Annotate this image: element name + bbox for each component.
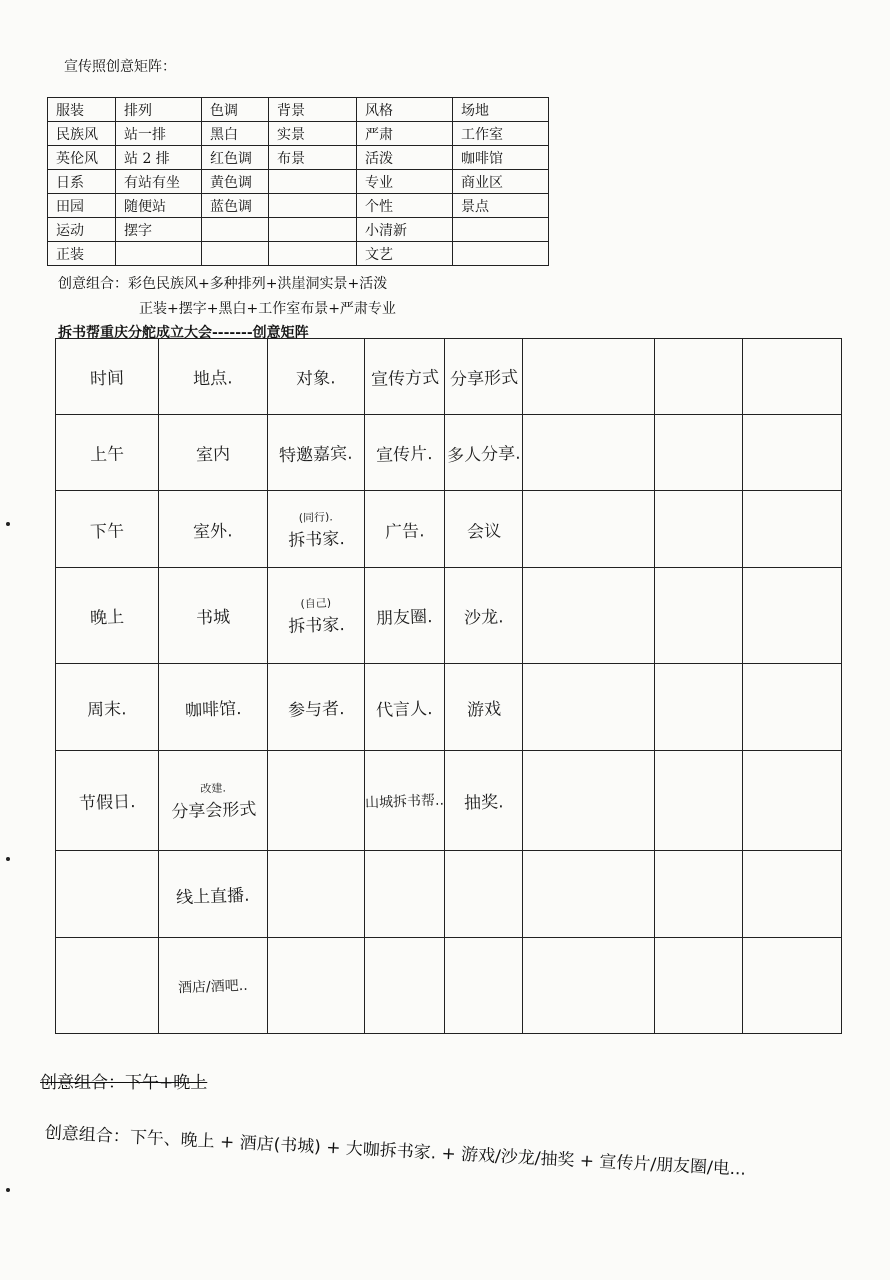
- grid-cell: [743, 415, 842, 491]
- handwritten-text: [449, 363, 518, 390]
- matrix-cell: 色调: [202, 98, 269, 122]
- struck-combo-note: 创意组合：下午+晚上: [40, 1073, 208, 1093]
- matrix-cell: 黑白: [202, 122, 269, 146]
- grid-cell: [268, 415, 365, 491]
- grid-cell: [365, 491, 445, 568]
- matrix-cell: 小清新: [357, 218, 453, 242]
- cell-text: 咖啡馆.: [184, 698, 242, 721]
- cell-text: 分享会形式: [170, 799, 257, 823]
- matrix-cell: [453, 242, 549, 266]
- grid-cell: [365, 664, 445, 751]
- matrix-row: [48, 194, 549, 218]
- grid-cell: [445, 415, 523, 491]
- grid-cell: [159, 851, 268, 938]
- punch-mark: [6, 522, 10, 526]
- matrix-cell: [453, 218, 549, 242]
- grid-cell: [159, 938, 268, 1034]
- handwritten-text: [376, 439, 433, 466]
- matrix-cell: 服装: [48, 98, 116, 122]
- matrix-cell: 排列: [116, 98, 202, 122]
- grid-cell: [743, 664, 842, 751]
- cell-text: 多人分享.: [446, 443, 521, 467]
- matrix-row: [48, 170, 549, 194]
- matrix-row: [48, 98, 549, 122]
- grid-cell: [445, 568, 523, 664]
- matrix-cell: 文艺: [357, 242, 453, 266]
- grid-cell: [523, 491, 655, 568]
- grid-cell: [655, 491, 743, 568]
- grid-cell: [56, 415, 159, 491]
- grid-row: [56, 664, 842, 751]
- matrix-cell: 咖啡馆: [453, 146, 549, 170]
- handwritten-text: [196, 439, 231, 465]
- handwritten-text: [296, 363, 336, 389]
- grid-cell: [743, 751, 842, 851]
- matrix-row: [48, 122, 549, 146]
- grid-cell: [445, 339, 523, 415]
- grid-cell: [655, 851, 743, 938]
- grid-cell: [268, 938, 365, 1034]
- grid-cell: [365, 938, 445, 1034]
- grid-cell: [56, 664, 159, 751]
- handwritten-annotation: (自己): [300, 596, 332, 611]
- cell-text: 分享形式: [449, 367, 518, 391]
- handwritten-annotation: 改建.: [199, 781, 226, 796]
- grid-cell: [655, 568, 743, 664]
- handwritten-text: [90, 516, 125, 542]
- punch-mark: [6, 1188, 10, 1192]
- grid-cell: [655, 415, 743, 491]
- cell-text: 节假日.: [78, 792, 136, 814]
- handwritten-text: [463, 602, 503, 628]
- grid-cell: [268, 751, 365, 851]
- cell-text: 线上直播.: [176, 885, 251, 908]
- grid-cell: [655, 664, 743, 751]
- matrix-cell: 布景: [269, 146, 357, 170]
- grid-cell: [56, 851, 159, 938]
- grid-cell: [268, 339, 365, 415]
- grid-cell: [655, 339, 743, 415]
- grid-cell: [445, 938, 523, 1034]
- grid-cell: [523, 751, 655, 851]
- matrix-cell: [202, 242, 269, 266]
- handwritten-text: [176, 880, 250, 908]
- grid-cell: [56, 938, 159, 1034]
- handwritten-text: [466, 694, 501, 720]
- grid-cell: [365, 339, 445, 415]
- grid-row: [56, 851, 842, 938]
- grid-cell: [445, 751, 523, 851]
- matrix-cell: [116, 242, 202, 266]
- matrix-row: [48, 242, 549, 266]
- matrix-cell: 景点: [453, 194, 549, 218]
- grid-row: [56, 938, 842, 1034]
- handwritten-text: [279, 439, 353, 467]
- cell-text: 室外.: [193, 520, 234, 543]
- grid-cell: [523, 415, 655, 491]
- matrix-cell: [269, 170, 357, 194]
- matrix-cell: 实景: [269, 122, 357, 146]
- matrix-cell: 田园: [48, 194, 116, 218]
- grid-cell: [56, 491, 159, 568]
- matrix-cell: 有站有坐: [116, 170, 202, 194]
- matrix-cell: 严肃: [357, 122, 453, 146]
- cell-text: 书城: [195, 607, 231, 629]
- grid-cell: [743, 491, 842, 568]
- handwritten-text: [370, 363, 439, 390]
- cell-text: 拆书家.: [287, 528, 345, 551]
- grid-cell: [445, 491, 523, 568]
- cell-text: 游戏: [466, 698, 501, 721]
- cell-text: 宣传方式: [370, 367, 439, 391]
- matrix-cell: 随便站: [116, 194, 202, 218]
- grid-cell: [523, 938, 655, 1034]
- matrix-cell: [202, 218, 269, 242]
- cell-text: 广告.: [384, 520, 425, 543]
- handwritten-text: [170, 779, 256, 823]
- matrix-cell: 站一排: [116, 122, 202, 146]
- grid-cell: [655, 938, 743, 1034]
- handwritten-text: [376, 602, 433, 629]
- grid-cell: [268, 664, 365, 751]
- matrix-cell: 专业: [357, 170, 453, 194]
- matrix-cell: 摆字: [116, 218, 202, 242]
- cell-text: 宣传片.: [376, 444, 434, 466]
- matrix-cell: 正装: [48, 242, 116, 266]
- matrix-cell: 商业区: [453, 170, 549, 194]
- matrix-cell: 黄色调: [202, 170, 269, 194]
- creative-matrix-table: [47, 97, 549, 266]
- handwritten-text: [193, 363, 233, 389]
- matrix-cell: [269, 242, 357, 266]
- matrix-cell: 场地: [453, 98, 549, 122]
- grid-cell: [743, 851, 842, 938]
- matrix-cell: 工作室: [453, 122, 549, 146]
- matrix-cell: [269, 194, 357, 218]
- matrix-cell: 运动: [48, 218, 116, 242]
- cell-text: 酒店/酒吧..: [177, 977, 249, 996]
- grid-cell: [268, 491, 365, 568]
- matrix-cell: 蓝色调: [202, 194, 269, 218]
- combo-line-2: 正装+摆字+黑白+工作室布景+严肃专业: [139, 301, 396, 317]
- grid-cell: [523, 568, 655, 664]
- matrix-cell: 站 2 排: [116, 146, 202, 170]
- handwritten-text: [90, 602, 125, 628]
- cell-text: 晚上: [89, 607, 125, 629]
- handwritten-text: [446, 439, 520, 467]
- punch-mark: [6, 857, 10, 861]
- grid-row: [56, 415, 842, 491]
- cell-text: 下午: [89, 520, 125, 543]
- cell-text: 代言人.: [376, 698, 434, 721]
- matrix-cell: 背景: [269, 98, 357, 122]
- handwritten-text: [463, 787, 503, 813]
- handwritten-text: [78, 787, 135, 814]
- grid-cell: [159, 568, 268, 664]
- matrix-cell: 英伦风: [48, 146, 116, 170]
- matrix-cell: 个性: [357, 194, 453, 218]
- grid-cell: [523, 664, 655, 751]
- handwritten-text: [87, 694, 127, 720]
- handwritten-annotation: (同行).: [298, 509, 333, 525]
- grid-cell: [523, 339, 655, 415]
- matrix-cell: [269, 218, 357, 242]
- final-combo-note: 创意组合：下午、晚上 + 酒店(书城) + 大咖拆书家. + 游戏/沙龙/抽奖 + 宣传片/朋友圈/电...: [44, 1123, 747, 1180]
- handwritten-text: [90, 363, 125, 389]
- cell-text: 抽奖.: [463, 792, 504, 814]
- grid-row: [56, 751, 842, 851]
- cell-text: 室内: [195, 444, 231, 466]
- grid-cell: [743, 339, 842, 415]
- cell-text: 拆书家.: [287, 615, 345, 637]
- handwritten-text: [184, 694, 241, 721]
- event-matrix-title: 拆书帮重庆分舵成立大会-------创意矩阵: [58, 325, 309, 341]
- cell-text: 上午: [89, 444, 125, 466]
- cell-text: 时间: [89, 368, 125, 390]
- matrix-cell: 日系: [48, 170, 116, 194]
- matrix-cell: 风格: [357, 98, 453, 122]
- matrix-row: [48, 218, 549, 242]
- grid-cell: [56, 568, 159, 664]
- cell-text: 山城拆书帮..: [364, 792, 445, 811]
- grid-cell: [268, 851, 365, 938]
- matrix-row: [48, 146, 549, 170]
- matrix-cell: 红色调: [202, 146, 269, 170]
- grid-cell: [523, 851, 655, 938]
- combo-line-1: 创意组合：彩色民族风+多种排列+洪崖洞实景+活泼: [58, 276, 388, 292]
- grid-row: [56, 568, 842, 664]
- cell-text: 对象.: [296, 368, 337, 390]
- grid-cell: [445, 851, 523, 938]
- grid-cell: [159, 664, 268, 751]
- grid-cell: [159, 415, 268, 491]
- grid-cell: [655, 751, 743, 851]
- cell-text: 朋友圈.: [376, 607, 434, 629]
- handwritten-text: [287, 594, 345, 637]
- grid-cell: [268, 568, 365, 664]
- grid-row: [56, 491, 842, 568]
- cell-text: 会议: [466, 520, 501, 543]
- handwritten-text: [376, 694, 433, 721]
- grid-cell: [365, 568, 445, 664]
- grid-cell: [743, 938, 842, 1034]
- handwritten-text: [365, 789, 445, 812]
- handwritten-text: [90, 439, 125, 465]
- cell-text: 周末.: [87, 698, 128, 721]
- cell-text: 特邀嘉宾.: [279, 443, 354, 467]
- cell-text: 地点.: [193, 368, 234, 390]
- grid-cell: [159, 751, 268, 851]
- handwritten-text: [196, 602, 231, 628]
- grid-cell: [365, 751, 445, 851]
- handwritten-text: [287, 694, 344, 721]
- grid-cell: [56, 339, 159, 415]
- handwritten-text: [178, 974, 248, 996]
- grid-cell: [159, 339, 268, 415]
- grid-cell: [365, 851, 445, 938]
- matrix-cell: 活泼: [357, 146, 453, 170]
- grid-cell: [159, 491, 268, 568]
- grid-cell: [365, 415, 445, 491]
- grid-cell: [743, 568, 842, 664]
- cell-text: 沙龙.: [463, 607, 504, 629]
- handwritten-text: [466, 516, 501, 542]
- grid-row: [56, 339, 842, 415]
- grid-cell: [56, 751, 159, 851]
- handwritten-text: [384, 516, 424, 542]
- cell-text: 参与者.: [287, 698, 345, 721]
- grid-cell: [445, 664, 523, 751]
- page-title: 宣传照创意矩阵：: [64, 59, 176, 75]
- handwritten-matrix-table: [55, 338, 842, 1034]
- matrix-cell: 民族风: [48, 122, 116, 146]
- handwritten-text: [287, 508, 345, 551]
- handwritten-text: [193, 516, 233, 542]
